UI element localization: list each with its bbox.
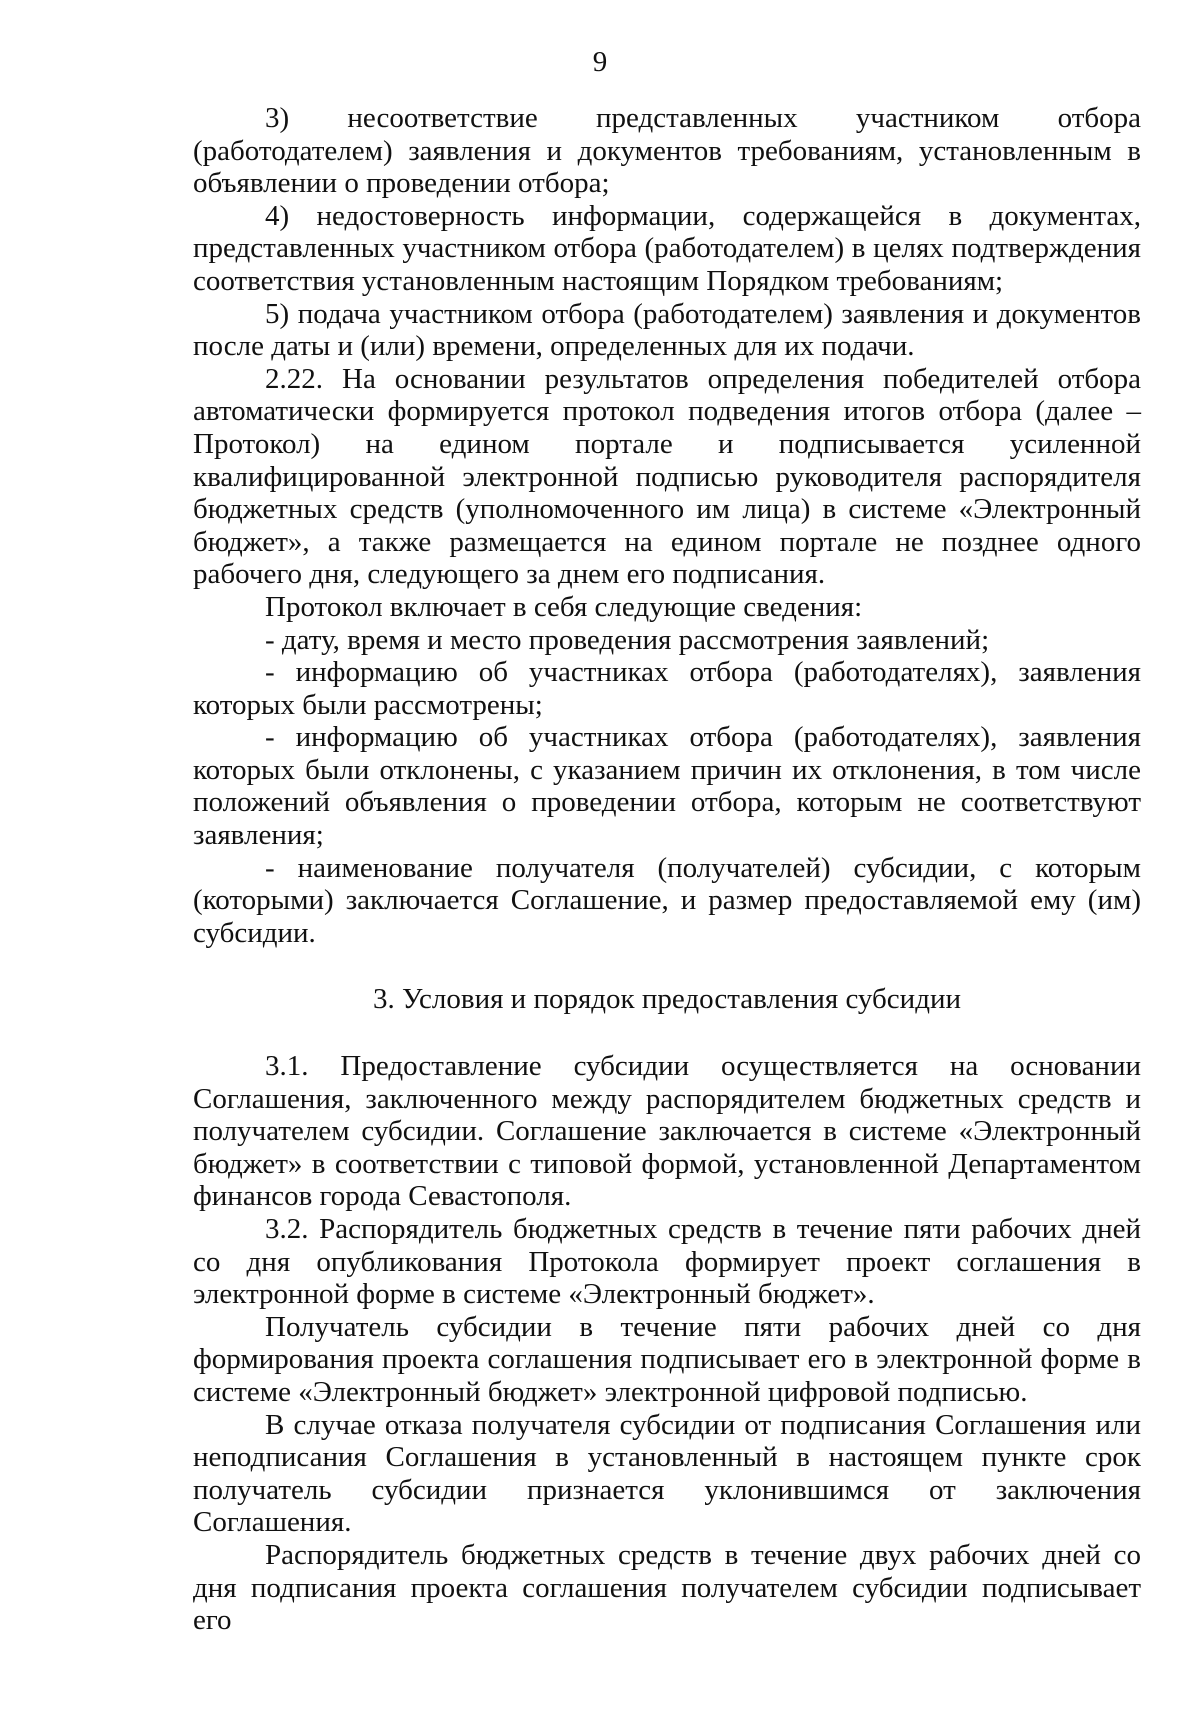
paragraph-recipient-signing: Получатель субсидии в течение пяти рабочих дней со дня формирования проекта соглашения подписывает его в электронной форме в системе «Электронный бюджет» электронной цифровой подписью. — [193, 1310, 1141, 1408]
paragraph-item-5: 5) подача участником отбора (работодателем) заявления и документов после даты и (или) времени, определенных для их подачи. — [193, 297, 1141, 363]
list-item-rejected-applicants: - информацию об участниках отбора (работодателях), заявления которых были отклонены, с указанием причин их отклонения, в том числе положений объявления о проведении отбора, которым не соответствуют заявления; — [193, 721, 1141, 852]
list-item-date-time: - дату, время и место проведения рассмотрения заявлений; — [265, 623, 990, 656]
paragraph-item-4: 4) недостоверность информации, содержащейся в документах, представленных участником отбора (работодателем) в целях подтверждения соответствия установленным настоящим Порядком требованиям; — [193, 199, 1141, 297]
paragraph-3-2: 3.2. Распорядитель бюджетных средств в течение пяти рабочих дней со дня опубликования Протокола формирует проект соглашения в электронной форме в системе «Электронный бюджет». — [193, 1213, 1141, 1311]
page-number: 9 — [592, 46, 608, 78]
list-item-reviewed-applicants: - информацию об участниках отбора (работодателях), заявления которых были рассмотрены; — [193, 656, 1141, 721]
paragraph-3-1: 3.1. Предоставление субсидии осуществляется на основании Соглашения, заключенного между распорядителем бюджетных средств и получателем субсидии. Соглашение заключается в системе «Электронный бюджет» в соответствии с типовой формой, установленной Департаментом финансов города Севастополя. — [193, 1050, 1141, 1213]
paragraph-protocol-intro: Протокол включает в себя следующие сведения: — [265, 590, 863, 623]
paragraph-2-22: 2.22. На основании результатов определения победителей отбора автоматически формируется протокол подведения итогов отбора (далее – Протокол) на едином портале и подписывается усиленной квалифицированной электронной подписью руководителя распорядителя бюджетных средств (уполномоченного им лица) в системе «Электронный бюджет», а также размещается на едином портале не позднее одного рабочего дня, следующего за днем его подписания. — [193, 362, 1141, 591]
paragraph-refusal: В случае отказа получателя субсидии от подписания Соглашения или неподписания Соглашения в установленный в настоящем пункте срок получатель субсидии признается уклонившимся от заключения Соглашения. — [193, 1408, 1141, 1539]
paragraph-item-3: 3) несоответствие представленных участником отбора (работодателем) заявления и документов требованиям, установленным в объявлении о проведении отбора; — [193, 102, 1141, 200]
section-heading: 3. Условия и порядок предоставления субсидии — [372, 983, 961, 1016]
list-item-recipient-name: - наименование получателя (получателей) субсидии, с которым (которыми) заключается Соглашение, и размер предоставляемой ему (им) субсидии. — [193, 851, 1141, 949]
document-body — [193, 102, 1141, 1637]
paragraph-distributor-signing: Распорядитель бюджетных средств в течение двух рабочих дней со дня подписания проекта соглашения получателем субсидии подписывает его — [193, 1538, 1141, 1637]
